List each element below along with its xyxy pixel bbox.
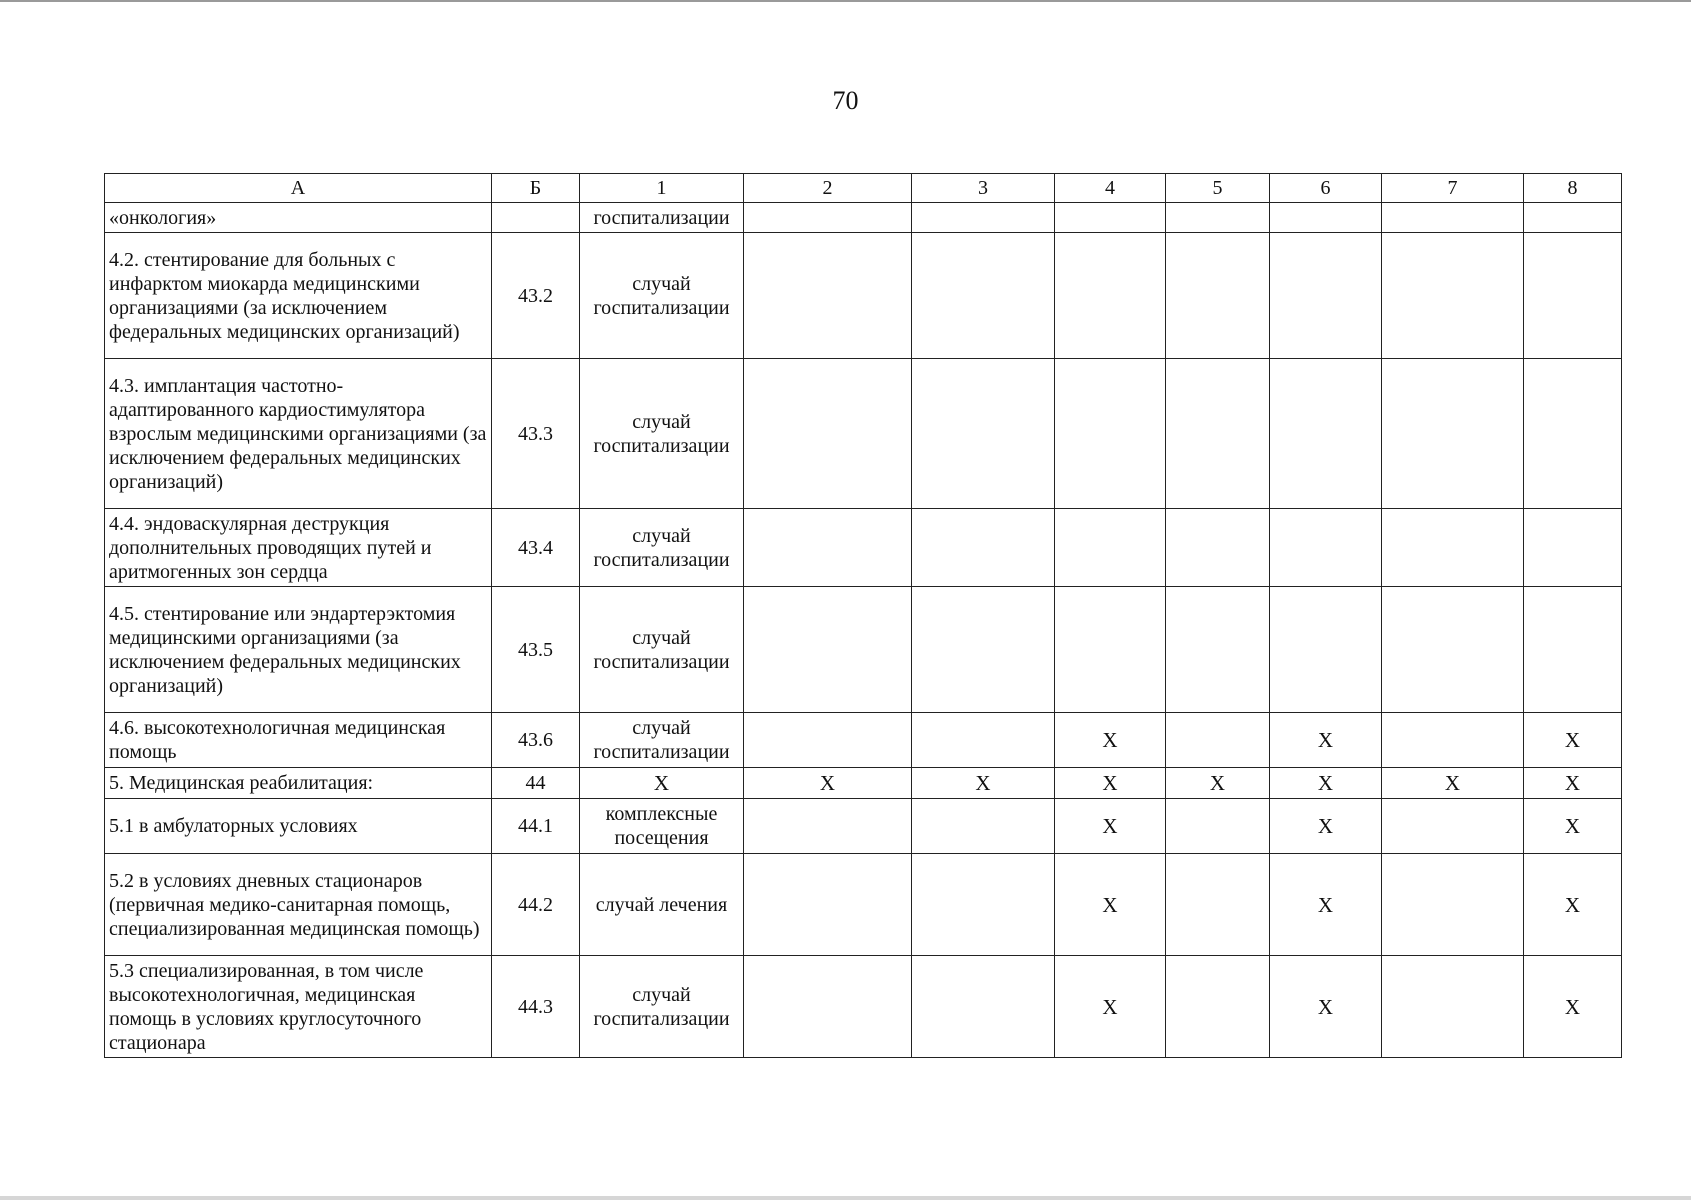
row-code [492,203,580,233]
table-row [105,587,1622,713]
cell-col-2 [744,587,912,713]
table-row [105,768,1622,799]
cell-col-7 [1382,509,1524,587]
scan-edge-bottom [0,1196,1691,1200]
cell-col-4: Х [1055,768,1166,799]
cell-col-6 [1270,233,1382,359]
table-row [105,203,1622,233]
cell-col-3 [912,359,1055,509]
table-row [105,713,1622,768]
cell-col-8 [1524,359,1622,509]
cell-col-6: Х [1270,956,1382,1058]
cell-col-2: Х [744,768,912,799]
cell-col-6: Х [1270,799,1382,854]
cell-col-3 [912,854,1055,956]
header-cell-5: 5 [1166,174,1270,203]
row-label: 4.6. высокотехнологичная медицинская помощь [105,713,492,768]
row-code: 44 [492,768,580,799]
cell-col-5 [1166,203,1270,233]
cell-col-7 [1382,203,1524,233]
cell-col-7 [1382,587,1524,713]
row-label: 4.5. стентирование или эндартерэктомия медицинскими организациями (за исключением федеральных медицинских организаций) [105,587,492,713]
cell-col-2 [744,233,912,359]
row-unit: случай госпитализации [580,233,744,359]
cell-col-4: Х [1055,956,1166,1058]
header-cell-3: 3 [912,174,1055,203]
cell-col-4: Х [1055,854,1166,956]
header-cell-6: 6 [1270,174,1382,203]
header-cell-8: 8 [1524,174,1622,203]
cell-col-2 [744,956,912,1058]
cell-col-7 [1382,799,1524,854]
row-unit: случай госпитализации [580,509,744,587]
cell-col-4 [1055,509,1166,587]
cell-col-8 [1524,509,1622,587]
cell-col-7 [1382,233,1524,359]
row-unit: случай госпитализации [580,713,744,768]
table-row [105,233,1622,359]
cell-col-5: Х [1166,768,1270,799]
header-cell-2: 2 [744,174,912,203]
cell-col-3 [912,233,1055,359]
cell-col-7: Х [1382,768,1524,799]
cell-col-2 [744,713,912,768]
table-row [105,799,1622,854]
cell-col-8: Х [1524,799,1622,854]
cell-col-8: Х [1524,854,1622,956]
cell-col-4: Х [1055,713,1166,768]
row-code: 43.3 [492,359,580,509]
row-code: 43.5 [492,587,580,713]
row-code: 43.6 [492,713,580,768]
cell-col-8 [1524,203,1622,233]
row-label: 5.2 в условиях дневных стационаров (первичная медико-санитарная помощь, специализированная медицинская помощь) [105,854,492,956]
row-code: 44.2 [492,854,580,956]
cell-col-5 [1166,799,1270,854]
cell-col-2 [744,854,912,956]
header-cell-a: А [105,174,492,203]
cell-col-3 [912,203,1055,233]
row-label: 5.3 специализированная, в том числе высокотехнологичная, медицинская помощь в условиях круглосуточного стационара [105,956,492,1058]
scan-edge-top [0,0,1691,2]
cell-col-4 [1055,233,1166,359]
row-unit: случай госпитализации [580,359,744,509]
cell-col-5 [1166,956,1270,1058]
row-code: 44.3 [492,956,580,1058]
row-unit: случай госпитализации [580,587,744,713]
cell-col-8: Х [1524,956,1622,1058]
row-unit: Х [580,768,744,799]
cell-col-2 [744,509,912,587]
row-code: 43.4 [492,509,580,587]
row-unit: госпитализации [580,203,744,233]
table-row [105,359,1622,509]
cell-col-5 [1166,509,1270,587]
cell-col-4 [1055,587,1166,713]
row-code: 44.1 [492,799,580,854]
cell-col-8 [1524,233,1622,359]
cell-col-5 [1166,233,1270,359]
table-row [105,509,1622,587]
table-row [105,854,1622,956]
cell-col-4 [1055,203,1166,233]
cell-col-3 [912,713,1055,768]
cell-col-7 [1382,956,1524,1058]
row-label: 4.4. эндоваскулярная деструкция дополнительных проводящих путей и аритмогенных зон сердца [105,509,492,587]
cell-col-7 [1382,359,1524,509]
row-label: 5.1 в амбулаторных условиях [105,799,492,854]
cell-col-6: Х [1270,713,1382,768]
row-unit: комплексные посещения [580,799,744,854]
cell-col-6: Х [1270,854,1382,956]
cell-col-2 [744,359,912,509]
cell-col-2 [744,799,912,854]
row-unit: случай лечения [580,854,744,956]
cell-col-8 [1524,587,1622,713]
cell-col-6: Х [1270,768,1382,799]
row-label: 5. Медицинская реабилитация: [105,768,492,799]
header-cell-7: 7 [1382,174,1524,203]
cell-col-3 [912,799,1055,854]
cell-col-5 [1166,854,1270,956]
cell-col-3: Х [912,768,1055,799]
cell-col-8: Х [1524,713,1622,768]
row-code: 43.2 [492,233,580,359]
table-row [105,956,1622,1058]
cell-col-5 [1166,359,1270,509]
cell-col-3 [912,509,1055,587]
row-label: 4.2. стентирование для больных с инфарктом миокарда медицинскими организациями (за исключением федеральных медицинских организаций) [105,233,492,359]
cell-col-3 [912,587,1055,713]
header-cell-1: 1 [580,174,744,203]
cell-col-4: Х [1055,799,1166,854]
cell-col-6 [1270,509,1382,587]
page-number: 70 [832,86,859,115]
header-row [105,174,1622,203]
cell-col-7 [1382,713,1524,768]
cell-col-7 [1382,854,1524,956]
cell-col-8: Х [1524,768,1622,799]
cell-col-5 [1166,587,1270,713]
cell-col-2 [744,203,912,233]
data-table [104,173,1622,1058]
header-cell-4: 4 [1055,174,1166,203]
row-label: «онкология» [105,203,492,233]
header-cell-b: Б [492,174,580,203]
cell-col-6 [1270,203,1382,233]
cell-col-4 [1055,359,1166,509]
cell-col-3 [912,956,1055,1058]
cell-col-5 [1166,713,1270,768]
row-label: 4.3. имплантация частотно-адаптированного кардиостимулятора взрослым медицинскими организациями (за исключением федеральных медицинских организаций) [105,359,492,509]
cell-col-6 [1270,587,1382,713]
row-unit: случай госпитализации [580,956,744,1058]
cell-col-6 [1270,359,1382,509]
